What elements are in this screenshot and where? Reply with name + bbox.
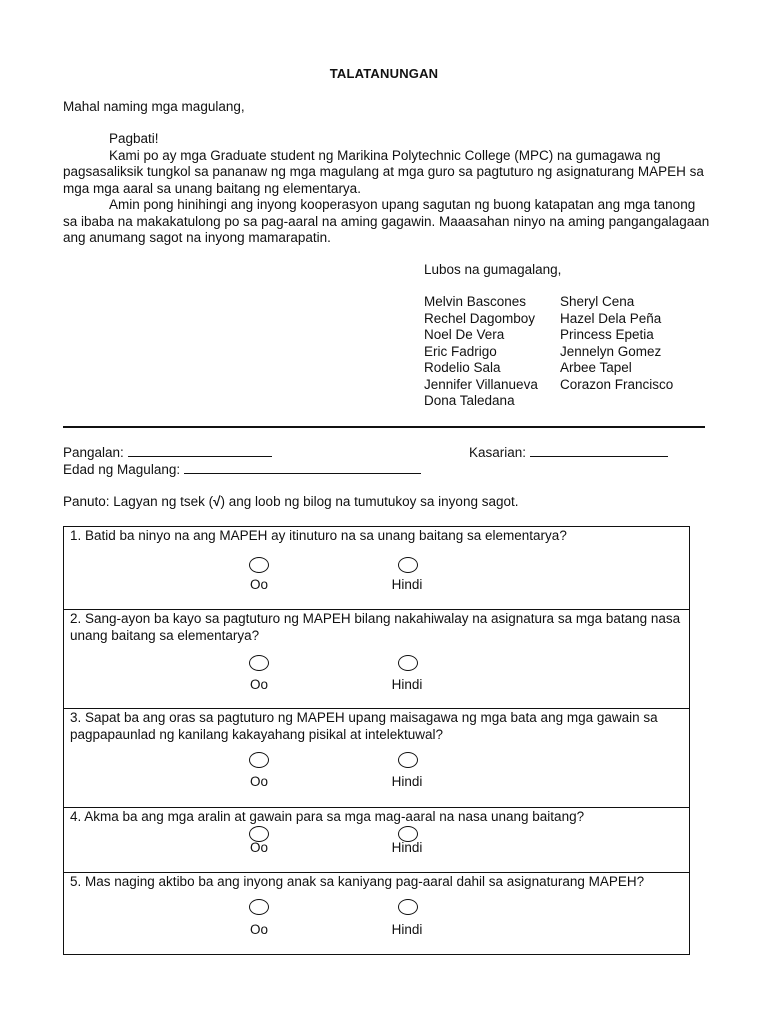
author-name: Melvin Bascones [424, 294, 527, 309]
answer-circle-hindi[interactable] [398, 655, 418, 671]
answer-circle-oo[interactable] [249, 752, 269, 768]
age-field [63, 461, 421, 479]
closing: Lubos na gumagalang, [424, 262, 562, 277]
author-name: Hazel Dela Peña [560, 310, 662, 326]
answer-circle-hindi[interactable] [398, 752, 418, 768]
option-label: Hindi [391, 922, 423, 937]
salutation: Pagbati! [109, 131, 159, 146]
question-text: 4. Akma ba ang mga aralin at gawain para sa mga mag-aaral na nasa unang baitang? [70, 809, 585, 824]
option-label: Hindi [391, 840, 423, 855]
name-blank[interactable] [128, 444, 272, 457]
author-column-left [424, 294, 560, 410]
author-name: Sheryl Cena [560, 294, 635, 309]
answer-circle-oo[interactable] [249, 899, 269, 915]
answer-circle-oo[interactable] [249, 557, 269, 573]
author-name: Rodelio Sala [424, 360, 501, 375]
answer-circle-hindi[interactable] [398, 899, 418, 915]
option-label: Oo [249, 577, 268, 592]
name-label: Pangalan: [63, 445, 124, 460]
author-name: Corazon Francisco [560, 376, 674, 392]
divider [63, 426, 705, 428]
option-label: Oo [249, 840, 268, 855]
answer-circle-oo[interactable] [249, 655, 269, 671]
age-label: Edad ng Magulang: [63, 462, 181, 477]
author-list [424, 294, 673, 410]
author-name: Rechel Dagomboy [424, 310, 536, 326]
option-label: Hindi [391, 774, 423, 789]
instructions [63, 494, 518, 511]
question-box [63, 526, 690, 610]
greeting: Mahal naming mga magulang, [63, 99, 245, 114]
letter-body [63, 131, 713, 247]
question-box [63, 609, 690, 709]
question-text: 1. Batid ba ninyo na ang MAPEH ay itinuturo na sa unang baitang sa elementarya? [70, 528, 567, 543]
instructions-text: ) ang loob ng bilog na tumutukoy sa inyong sagot. [220, 494, 519, 509]
author-name: Dona Taledana [424, 393, 515, 408]
instructions-text: Panuto: Lagyan ng tsek ( [63, 494, 214, 509]
answer-circle-hindi[interactable] [398, 557, 418, 573]
paragraph-2: Amin pong hinihingi ang inyong kooperasyon upang sagutan ng buong katapatan ang mga tanong sa ibaba na makakatulong po sa pag-aaral na aming gagawin. Maaasahan ninyo na aming pangangalagaan ang anumang sagot na inyong mamarapatin. [63, 197, 710, 245]
question-box [63, 708, 690, 808]
name-field [63, 444, 272, 462]
question-text: 3. Sapat ba ang oras sa pagtuturo ng MAPEH upang maisagawa ng mga bata ang mga gawain sa pagpapaunlad ng kanilang kakayahang pisikal at intelektuwal? [70, 710, 658, 742]
author-name: Jennifer Villanueva [424, 376, 538, 392]
option-label: Oo [249, 774, 268, 789]
page-title: TALATANUNGAN [329, 66, 439, 81]
gender-label: Kasarian: [469, 445, 527, 460]
option-label: Oo [249, 922, 268, 937]
question-box [63, 807, 690, 873]
question-text: 5. Mas naging aktibo ba ang inyong anak sa kaniyang pag-aaral dahil sa asignaturang MAPEH? [70, 874, 645, 889]
paragraph-1: Kami po ay mga Graduate student ng Marikina Polytechnic College (MPC) na gumagawa ng pagsasaliksik tungkol sa pananaw ng mga magulang at mga guro sa pagtuturo ng asignaturang MAPEH sa mga mga aaral sa unang baitang ng elementarya. [63, 147, 704, 196]
option-label: Oo [249, 677, 268, 692]
question-box [63, 872, 690, 955]
author-name: Noel De Vera [424, 327, 505, 342]
option-label: Hindi [391, 577, 423, 592]
gender-blank[interactable] [530, 444, 668, 457]
option-label: Hindi [391, 677, 423, 692]
gender-field [469, 444, 668, 462]
author-name: Princess Epetia [560, 327, 654, 342]
author-name: Eric Fadrigo [424, 343, 497, 359]
question-text: 2. Sang-ayon ba kayo sa pagtuturo ng MAPEH bilang nakahiwalay na asignatura sa mga batang nasa unang baitang sa elementarya? [70, 611, 681, 643]
check-mark: √ [213, 494, 221, 509]
age-blank[interactable] [184, 461, 421, 474]
author-name: Jennelyn Gomez [560, 343, 662, 359]
author-name: Arbee Tapel [560, 360, 632, 375]
author-column-right [560, 294, 673, 410]
